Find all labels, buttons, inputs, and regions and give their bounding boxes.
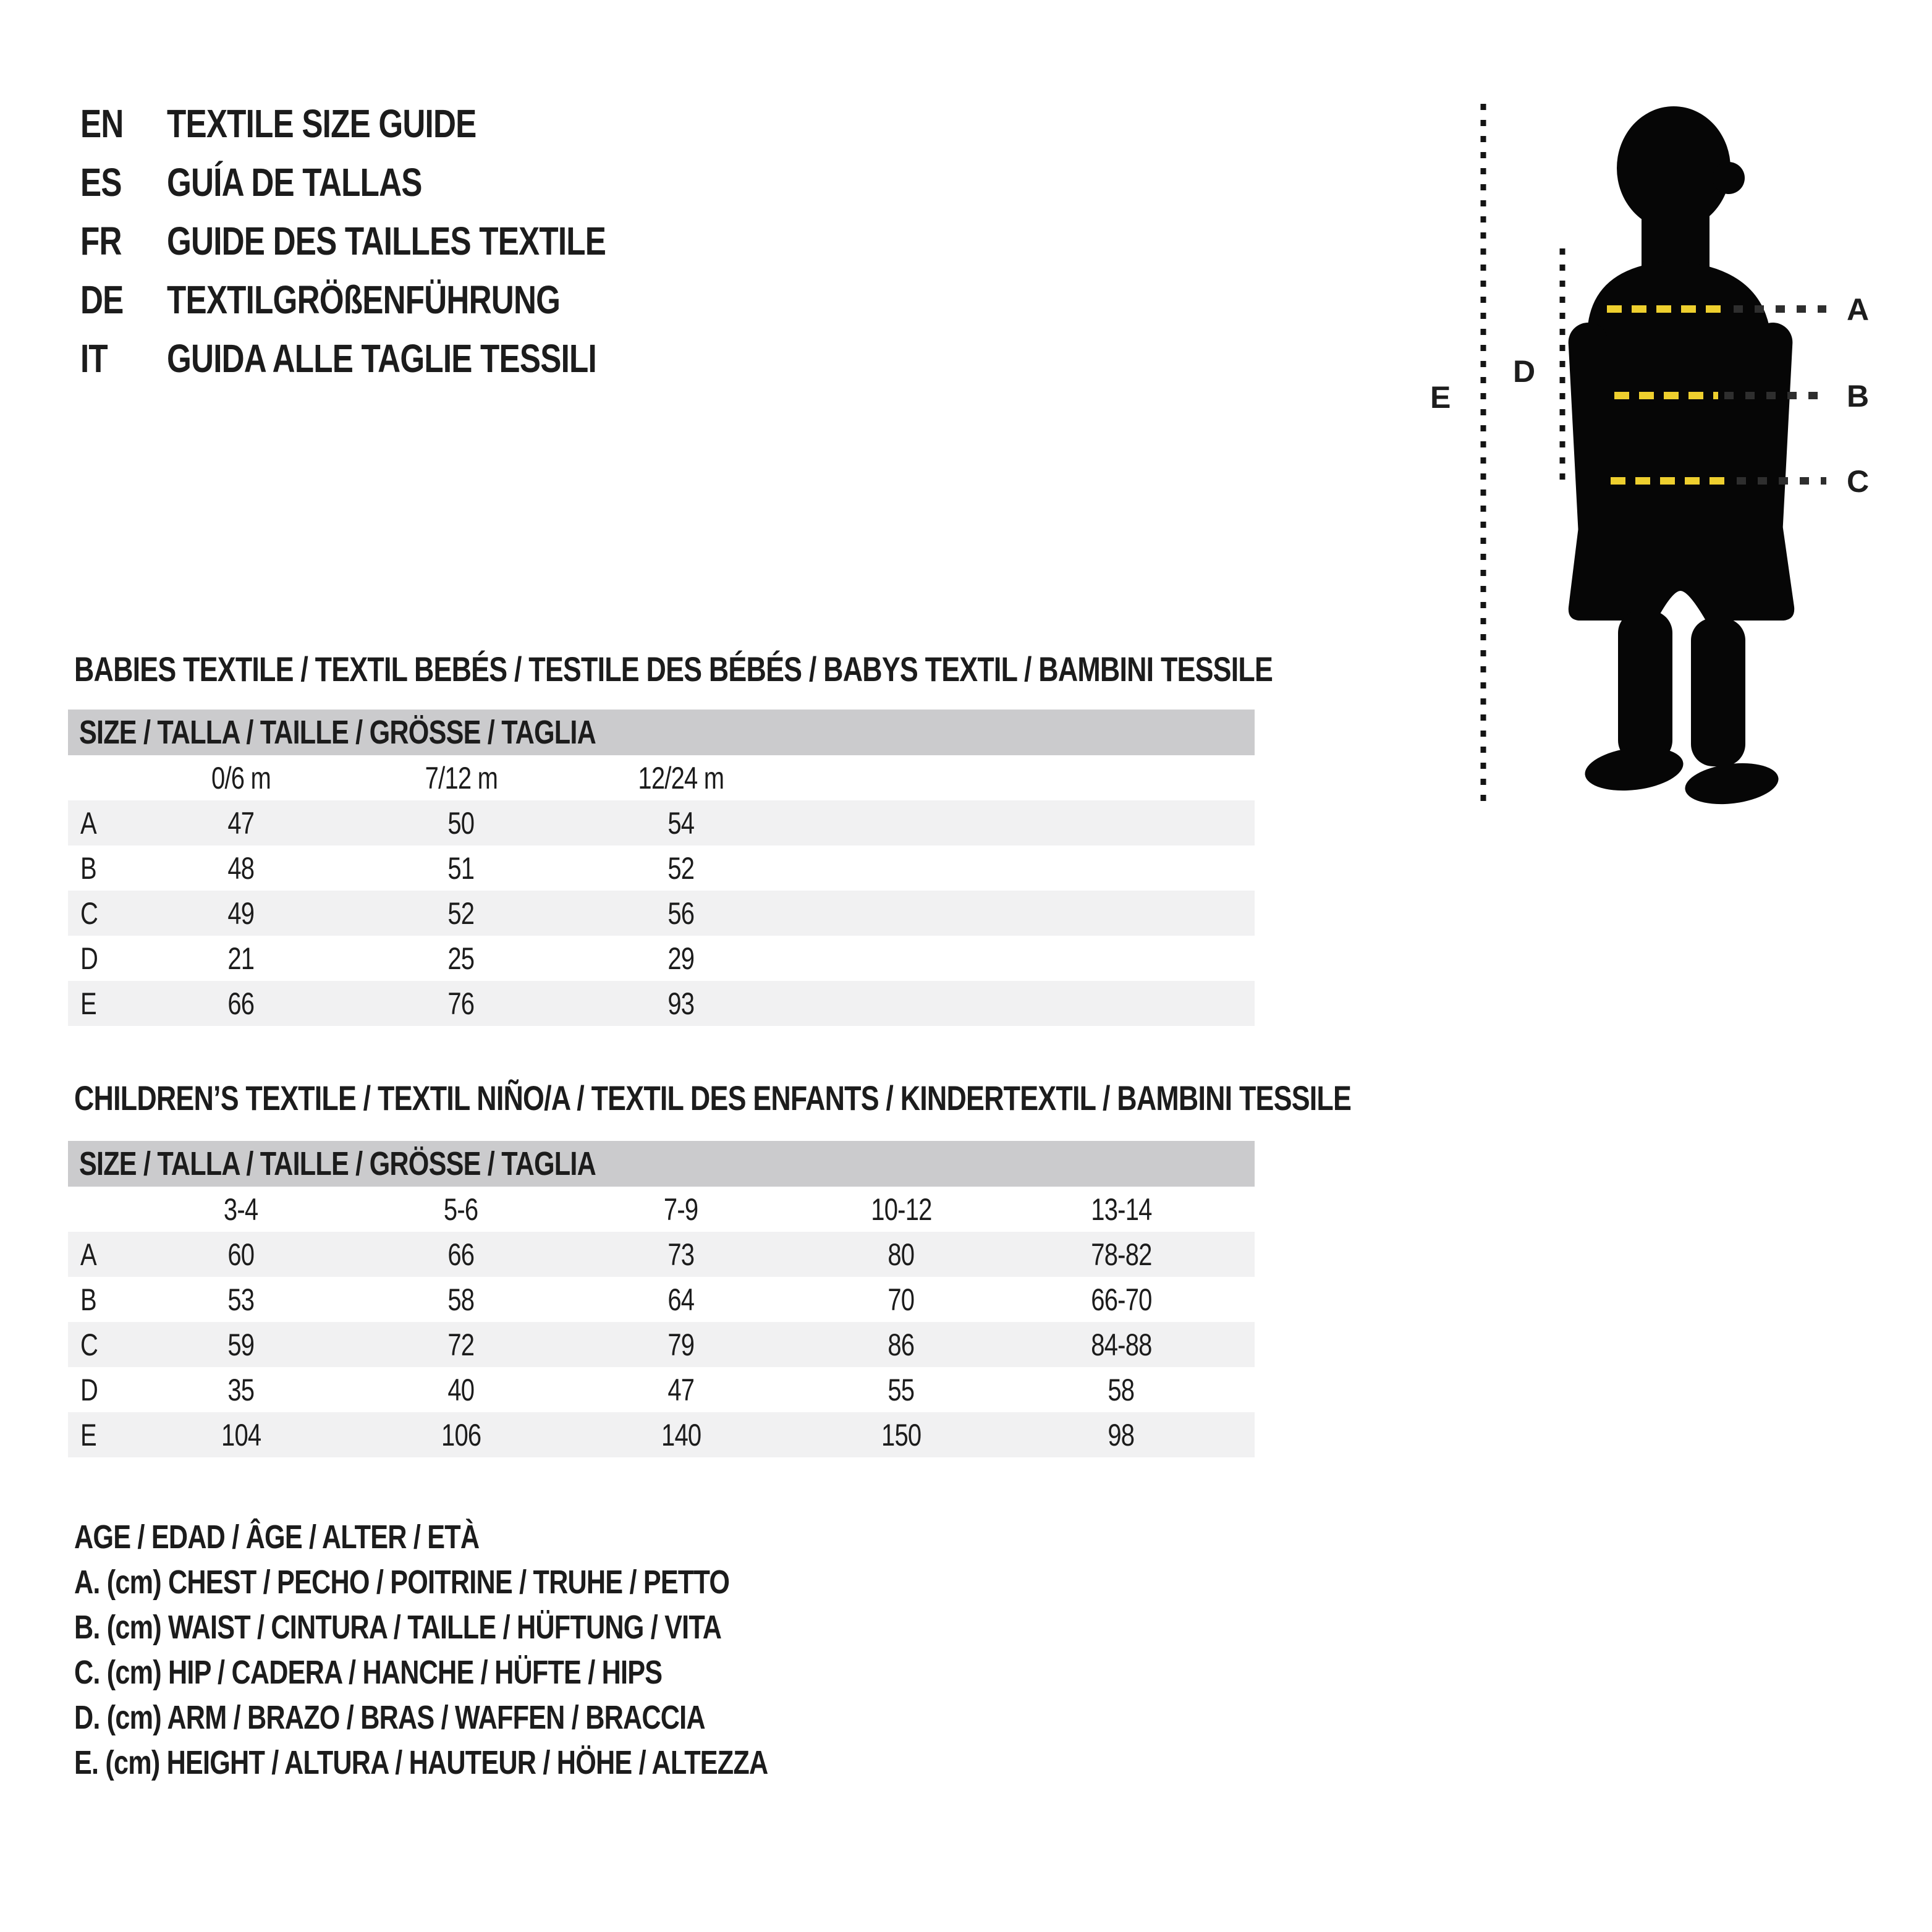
legend-hip: C. (cm) HIP / CADERA / HANCHE / HÜFTE / HIPS [74, 1653, 663, 1691]
language-code: ES [80, 159, 122, 205]
cell-value: 58 [1108, 1372, 1135, 1407]
cell-value: 58 [447, 1282, 475, 1317]
cell-value: 79 [667, 1327, 695, 1362]
children-size-table [68, 1141, 1255, 1457]
cell-value: 84-88 [1090, 1327, 1152, 1362]
table-row-c [68, 1322, 1255, 1367]
table-row-d [68, 1367, 1255, 1412]
language-code: IT [80, 336, 108, 381]
column-header: 0/6 m [211, 760, 271, 795]
column-header-row [68, 755, 1255, 800]
cell-value: 29 [667, 941, 695, 976]
cell-value: 55 [888, 1372, 915, 1407]
cell-value: 76 [447, 986, 475, 1021]
cell-value: 66-70 [1090, 1282, 1152, 1317]
cell-value: 52 [667, 850, 695, 886]
language-code: FR [80, 218, 122, 263]
table-row-a [68, 800, 1255, 845]
cell-value: 106 [441, 1417, 481, 1452]
cell-value: 73 [667, 1237, 695, 1272]
cell-value: 64 [667, 1282, 695, 1317]
language-title: GUÍA DE TALLAS [167, 159, 422, 205]
cell-value: 51 [447, 850, 475, 886]
row-label: B [80, 850, 96, 886]
cell-value: 59 [227, 1327, 255, 1362]
cell-value: 93 [667, 986, 695, 1021]
cell-value: 150 [881, 1417, 922, 1452]
child-measurement-figure [1421, 74, 1932, 816]
legend-age: AGE / EDAD / ÂGE / ALTER / ETÀ [74, 1518, 480, 1556]
row-label: D [80, 941, 98, 976]
cell-value: 53 [227, 1282, 255, 1317]
cell-value: 140 [661, 1417, 701, 1452]
cell-value: 72 [447, 1327, 475, 1362]
table-row-b [68, 845, 1255, 891]
figure-label-e: E [1430, 380, 1451, 415]
children-section-heading: CHILDREN’S TEXTILE / TEXTIL NIÑO/A / TEXTIL DES ENFANTS / KINDERTEXTIL / BAMBINI TESSILE [74, 1078, 1352, 1117]
cell-value: 86 [888, 1327, 915, 1362]
cell-value: 52 [447, 896, 475, 931]
table-row-c [68, 891, 1255, 936]
language-row-de [80, 270, 716, 329]
cell-value: 50 [447, 805, 475, 841]
column-header-row [68, 1187, 1255, 1232]
table-row-e [68, 1412, 1255, 1457]
language-row-fr [80, 211, 716, 270]
legend-chest: A. (cm) CHEST / PECHO / POITRINE / TRUHE / PETTO [74, 1563, 730, 1601]
language-title: GUIDE DES TAILLES TEXTILE [167, 218, 606, 263]
language-title-list [80, 94, 716, 388]
language-code: EN [80, 101, 124, 146]
language-row-es [80, 153, 716, 211]
cell-value: 47 [227, 805, 255, 841]
table-row-b [68, 1277, 1255, 1322]
row-label: B [80, 1282, 96, 1317]
cell-value: 98 [1108, 1417, 1135, 1452]
language-title: TEXTILGRÖßENFÜHRUNG [167, 277, 561, 322]
cell-value: 104 [221, 1417, 261, 1452]
row-label: A [80, 805, 96, 841]
cell-value: 35 [227, 1372, 255, 1407]
size-header-bar: SIZE / TALLA / TAILLE / GRÖSSE / TAGLIA [68, 1141, 1255, 1187]
row-label: C [80, 896, 98, 931]
language-title: GUIDA ALLE TAGLIE TESSILI [167, 336, 596, 381]
table-row-e [68, 981, 1255, 1026]
column-header: 10-12 [870, 1192, 932, 1227]
cell-value: 80 [888, 1237, 915, 1272]
figure-label-c: C [1847, 464, 1870, 499]
child-silhouette [1567, 106, 1794, 809]
figure-label-b: B [1847, 379, 1870, 413]
cell-value: 54 [667, 805, 695, 841]
column-header: 5-6 [444, 1192, 478, 1227]
figure-label-a: A [1847, 292, 1870, 327]
table-row-a [68, 1232, 1255, 1277]
cell-value: 48 [227, 850, 255, 886]
legend-height: E. (cm) HEIGHT / ALTURA / HAUTEUR / HÖHE / ALTEZZA [74, 1743, 768, 1781]
row-label: E [80, 1417, 96, 1452]
legend-arm: D. (cm) ARM / BRAZO / BRAS / WAFFEN / BRACCIA [74, 1698, 705, 1736]
table-row-d [68, 936, 1255, 981]
cell-value: 47 [667, 1372, 695, 1407]
language-code: DE [80, 277, 124, 322]
cell-value: 66 [447, 1237, 475, 1272]
column-header: 7/12 m [425, 760, 498, 795]
language-title: TEXTILE SIZE GUIDE [167, 101, 477, 146]
cell-value: 70 [888, 1282, 915, 1317]
size-header-bar: SIZE / TALLA / TAILLE / GRÖSSE / TAGLIA [68, 710, 1255, 755]
row-label: D [80, 1372, 98, 1407]
cell-value: 21 [227, 941, 255, 976]
cell-value: 60 [227, 1237, 255, 1272]
measurement-legend [74, 1514, 941, 1785]
babies-section-heading: BABIES TEXTILE / TEXTIL BEBÉS / TESTILE DES BÉBÉS / BABYS TEXTIL / BAMBINI TESSILE [74, 650, 1273, 688]
cell-value: 56 [667, 896, 695, 931]
babies-size-table [68, 710, 1255, 1026]
figure-label-d: D [1513, 354, 1536, 389]
cell-value: 40 [447, 1372, 475, 1407]
language-row-en [80, 94, 716, 153]
cell-value: 49 [227, 896, 255, 931]
row-label: C [80, 1327, 98, 1362]
row-label: E [80, 986, 96, 1021]
column-header: 12/24 m [638, 760, 724, 795]
row-label: A [80, 1237, 96, 1272]
legend-waist: B. (cm) WAIST / CINTURA / TAILLE / HÜFTUNG / VITA [74, 1608, 722, 1646]
column-header: 13-14 [1090, 1192, 1152, 1227]
cell-value: 78-82 [1090, 1237, 1152, 1272]
cell-value: 66 [227, 986, 255, 1021]
language-row-it [80, 329, 716, 388]
column-header: 7-9 [664, 1192, 698, 1227]
cell-value: 25 [447, 941, 475, 976]
column-header: 3-4 [224, 1192, 258, 1227]
